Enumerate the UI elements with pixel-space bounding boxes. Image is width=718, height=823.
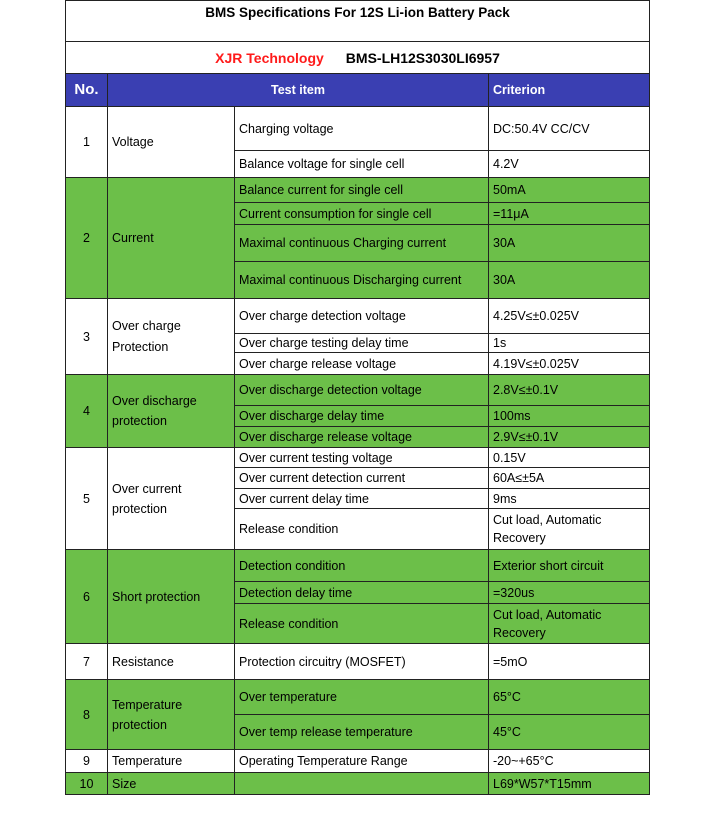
row-number: 3 bbox=[66, 299, 108, 375]
row-number: 7 bbox=[66, 644, 108, 680]
criterion: 0.15V bbox=[489, 448, 650, 468]
test-item: Over current detection current bbox=[235, 468, 489, 489]
row-number: 2 bbox=[66, 178, 108, 299]
table-row bbox=[66, 448, 650, 468]
criterion: 4.25V≤±0.025V bbox=[489, 299, 650, 334]
test-item: Over current testing voltage bbox=[235, 448, 489, 468]
criterion: =5mO bbox=[489, 644, 650, 680]
group-name: Resistance bbox=[108, 644, 235, 680]
header-criterion: Criterion bbox=[489, 74, 650, 107]
header-no: No. bbox=[66, 74, 108, 107]
model-number: BMS-LH12S3030LI6957 bbox=[345, 49, 500, 66]
row-number: 1 bbox=[66, 107, 108, 178]
company-line bbox=[66, 42, 650, 74]
test-item: Over charge detection voltage bbox=[235, 299, 489, 334]
group-name: Over discharge protection bbox=[108, 375, 235, 448]
group-name: Current bbox=[108, 178, 235, 299]
row-number: 4 bbox=[66, 375, 108, 448]
criterion: Cut load, Automatic Recovery bbox=[489, 509, 650, 550]
group-name: Over charge Protection bbox=[108, 299, 235, 375]
table-row bbox=[66, 680, 650, 715]
criterion: 1s bbox=[489, 334, 650, 353]
table-row bbox=[66, 773, 650, 795]
test-item: Balance voltage for single cell bbox=[235, 151, 489, 178]
criterion: 65°C bbox=[489, 680, 650, 715]
group-name: Temperature protection bbox=[108, 680, 235, 750]
table-row bbox=[66, 750, 650, 773]
table-row bbox=[66, 107, 650, 151]
group-name: Size bbox=[108, 773, 235, 795]
sheet-title: BMS Specifications For 12S Li-ion Battery Pack bbox=[66, 1, 650, 42]
criterion: 4.2V bbox=[489, 151, 650, 178]
test-item: Maximal continuous Charging current bbox=[235, 225, 489, 262]
table-row bbox=[66, 550, 650, 582]
test-item: Over discharge detection voltage bbox=[235, 375, 489, 406]
test-item: Charging voltage bbox=[235, 107, 489, 151]
row-number: 8 bbox=[66, 680, 108, 750]
test-item: Operating Temperature Range bbox=[235, 750, 489, 773]
spec-sheet bbox=[65, 0, 649, 795]
test-item: Over temperature bbox=[235, 680, 489, 715]
row-number: 9 bbox=[66, 750, 108, 773]
test-item: Release condition bbox=[235, 509, 489, 550]
table-row bbox=[66, 178, 650, 203]
test-item: Detection delay time bbox=[235, 582, 489, 604]
group-name: Over current protection bbox=[108, 448, 235, 550]
criterion: 30A bbox=[489, 262, 650, 299]
criterion: L69*W57*T15mm bbox=[489, 773, 650, 795]
criterion: 60A≤±5A bbox=[489, 468, 650, 489]
criterion: 50mA bbox=[489, 178, 650, 203]
test-item: Over current delay time bbox=[235, 489, 489, 509]
criterion: 30A bbox=[489, 225, 650, 262]
criterion: Cut load, Automatic Recovery bbox=[489, 604, 650, 644]
test-item: Balance current for single cell bbox=[235, 178, 489, 203]
group-name: Temperature bbox=[108, 750, 235, 773]
criterion: Exterior short circuit bbox=[489, 550, 650, 582]
test-item: Release condition bbox=[235, 604, 489, 644]
criterion: 9ms bbox=[489, 489, 650, 509]
table-row bbox=[66, 644, 650, 680]
criterion: =320us bbox=[489, 582, 650, 604]
test-item: Protection circuitry (MOSFET) bbox=[235, 644, 489, 680]
criterion: 100ms bbox=[489, 406, 650, 427]
brand-name: XJR Technology bbox=[215, 49, 324, 66]
criterion: -20~+65°C bbox=[489, 750, 650, 773]
criterion: =11μA bbox=[489, 203, 650, 225]
group-name: Voltage bbox=[108, 107, 235, 178]
row-number: 5 bbox=[66, 448, 108, 550]
criterion: 2.8V≤±0.1V bbox=[489, 375, 650, 406]
criterion: 2.9V≤±0.1V bbox=[489, 427, 650, 448]
row-number: 6 bbox=[66, 550, 108, 644]
test-item: Detection condition bbox=[235, 550, 489, 582]
test-item: Over temp release temperature bbox=[235, 715, 489, 750]
test-item: Over charge release voltage bbox=[235, 353, 489, 375]
criterion: 4.19V≤±0.025V bbox=[489, 353, 650, 375]
test-item: Over charge testing delay time bbox=[235, 334, 489, 353]
table-row bbox=[66, 299, 650, 334]
test-item: Current consumption for single cell bbox=[235, 203, 489, 225]
header-test-item: Test item bbox=[108, 74, 489, 107]
group-name: Short protection bbox=[108, 550, 235, 644]
test-item: Over discharge release voltage bbox=[235, 427, 489, 448]
test-item bbox=[235, 773, 489, 795]
test-item: Maximal continuous Discharging current bbox=[235, 262, 489, 299]
test-item: Over discharge delay time bbox=[235, 406, 489, 427]
table-row bbox=[66, 375, 650, 406]
row-number: 10 bbox=[66, 773, 108, 795]
spec-table bbox=[65, 0, 650, 795]
criterion: DC:50.4V CC/CV bbox=[489, 107, 650, 151]
criterion: 45°C bbox=[489, 715, 650, 750]
